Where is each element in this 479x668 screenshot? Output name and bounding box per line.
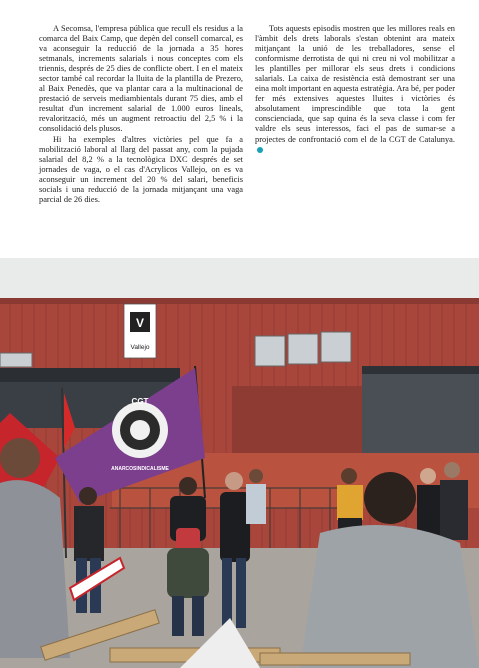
paragraph-text: Tots aquests episodis mostren que les millores reals en l'àmbit dels drets laborals s'estan obtenint ara mateix mitjançant la unió de les treballadores, sense el conformisme derrotista de qui ni creu ni vol mobilitzar a les plantilles per millorar els seus drets i condicions salarials. La caixa de resistència està demostrant ser una eina molt important en aquesta estratègia. Ara bé, per poder fer més extensives aquestes lluites i victòries és absolutament imprescindible que tota la gent conscienciada, que sap quina és la seva classe i com fer valdre els seus interessos, faci el pas de sumar-se a projectes de confrontació com el de la CGT de Catalunya. xyxy=(255,24,455,144)
paragraph: A Secomsa, l'empresa pública que recull els residus a la comarca del Baix Camp, que depèn del consell comarcal, es va aconseguir la reducció de la jornada a 35 hores setmanals, increments salarials i nous conceptes com els triennis, després de 25 dies de conflicte obert. I en el mateix sector també cal recordar la lluita de la plantilla de Prezero, al Baix Penedès, que va plantar cara a la multinacional de prestació de serveis mediambientals durant 75 dies, amb el resultat d'un increment salarial de 1.000 euros lineals, revalorització, més un augment retroactiu del 2,5 % i la consolidació dels plusos. xyxy=(39,24,243,134)
svg-text:V: V xyxy=(135,316,145,330)
flag-text-bottom: ANARCOSINDICALISME xyxy=(111,466,169,472)
article-left-column xyxy=(39,24,243,205)
protest-photo xyxy=(0,258,479,668)
flag-text-top: CGT xyxy=(131,397,149,406)
window xyxy=(255,336,285,366)
paragraph: Hi ha exemples d'altres victòries pel que fa a mobilització laboral al llarg del passat any, com la pujada salarial del 8,2 % a la tecnològica DXC després de set jornades de vaga, o el cas d'Acrylicos Vallejo, on es va aconseguir un increment del 20 % del salari, beneficis socials i una reducció de la jornada mitjançant una vaga parcial de 26 dies. xyxy=(39,134,243,204)
company-sign-text: Vallejo xyxy=(130,344,150,351)
paragraph xyxy=(255,24,455,155)
window xyxy=(288,334,318,364)
window xyxy=(321,332,351,362)
article-end-mark-icon xyxy=(257,147,263,153)
article-right-column xyxy=(255,24,455,155)
